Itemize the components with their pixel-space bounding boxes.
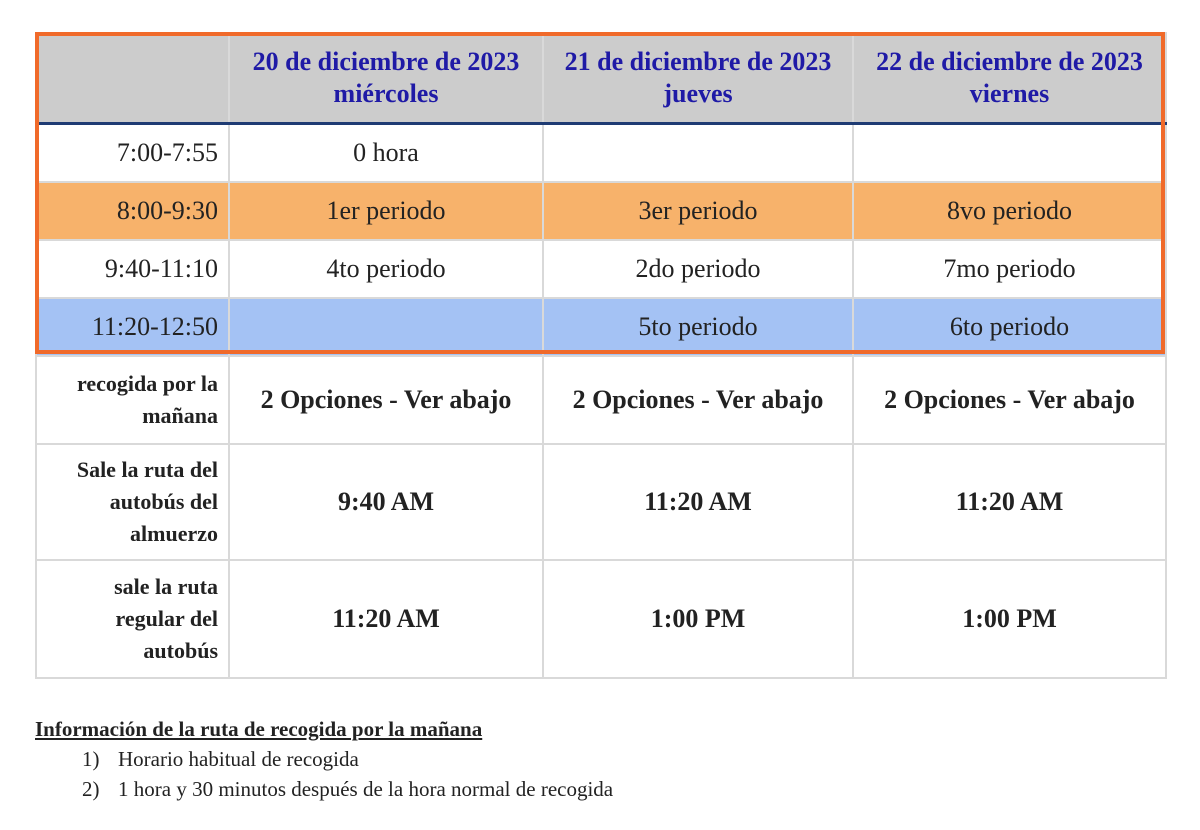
header-day-3-weekday: viernes bbox=[969, 79, 1050, 108]
header-day-3-date: 22 de diciembre de 2023 bbox=[876, 47, 1143, 76]
header-day-2-date: 21 de diciembre de 2023 bbox=[564, 47, 832, 76]
period-cell: 1er periodo bbox=[229, 182, 543, 240]
header-day-2-weekday: jueves bbox=[663, 79, 733, 108]
period-cell: 6to periodo bbox=[853, 298, 1166, 356]
transport-row-lunch-bus bbox=[36, 444, 1166, 560]
transport-cell: 2 Opciones - Ver abajo bbox=[543, 356, 853, 444]
schedule-grid bbox=[35, 32, 1167, 679]
period-row bbox=[36, 240, 1166, 298]
transport-cell: 1:00 PM bbox=[853, 560, 1166, 678]
transport-cell: 2 Opciones - Ver abajo bbox=[229, 356, 543, 444]
header-row bbox=[36, 33, 1166, 124]
period-cell: 2do periodo bbox=[543, 240, 853, 298]
period-cell: 3er periodo bbox=[543, 182, 853, 240]
notes-heading: Información de la ruta de recogida por la mañana bbox=[35, 717, 483, 741]
transport-row-regular-bus bbox=[36, 560, 1166, 678]
transport-cell: 11:20 AM bbox=[543, 444, 853, 560]
period-cell: 8vo periodo bbox=[853, 182, 1166, 240]
header-day-1 bbox=[229, 33, 543, 124]
period-row bbox=[36, 124, 1166, 183]
period-time: 7:00-7:55 bbox=[36, 124, 229, 183]
header-day-1-weekday: miércoles bbox=[333, 79, 439, 108]
header-day-2 bbox=[543, 33, 853, 124]
notes-item: 1. Horario habitual de recogida bbox=[110, 744, 935, 774]
transport-row-pickup bbox=[36, 356, 1166, 444]
header-corner bbox=[36, 33, 229, 124]
transport-cell: 2 Opciones - Ver abajo bbox=[853, 356, 1166, 444]
period-time: 11:20-12:50 bbox=[36, 298, 229, 356]
notes-list bbox=[35, 744, 935, 804]
period-cell: 4to periodo bbox=[229, 240, 543, 298]
notes-item: 2. 1 hora y 30 minutos después de la hora normal de recogida bbox=[110, 774, 935, 804]
period-cell bbox=[853, 124, 1166, 183]
transport-cell: 9:40 AM bbox=[229, 444, 543, 560]
period-time: 9:40-11:10 bbox=[36, 240, 229, 298]
transport-cell: 11:20 AM bbox=[229, 560, 543, 678]
period-time: 8:00-9:30 bbox=[36, 182, 229, 240]
transport-label: recogida por la mañana bbox=[36, 356, 229, 444]
period-cell bbox=[229, 298, 543, 356]
period-row bbox=[36, 298, 1166, 356]
transport-label: Sale la ruta del autobús del almuerzo bbox=[36, 444, 229, 560]
transport-cell: 1:00 PM bbox=[543, 560, 853, 678]
transport-cell: 11:20 AM bbox=[853, 444, 1166, 560]
pickup-notes bbox=[35, 714, 935, 804]
header-day-1-date: 20 de diciembre de 2023 bbox=[252, 47, 520, 76]
period-cell: 0 hora bbox=[229, 124, 543, 183]
schedule-table bbox=[35, 32, 1165, 679]
period-row bbox=[36, 182, 1166, 240]
transport-label: sale la ruta regular del autobús bbox=[36, 560, 229, 678]
period-cell: 5to periodo bbox=[543, 298, 853, 356]
period-cell: 7mo periodo bbox=[853, 240, 1166, 298]
period-cell bbox=[543, 124, 853, 183]
header-day-3 bbox=[853, 33, 1166, 124]
